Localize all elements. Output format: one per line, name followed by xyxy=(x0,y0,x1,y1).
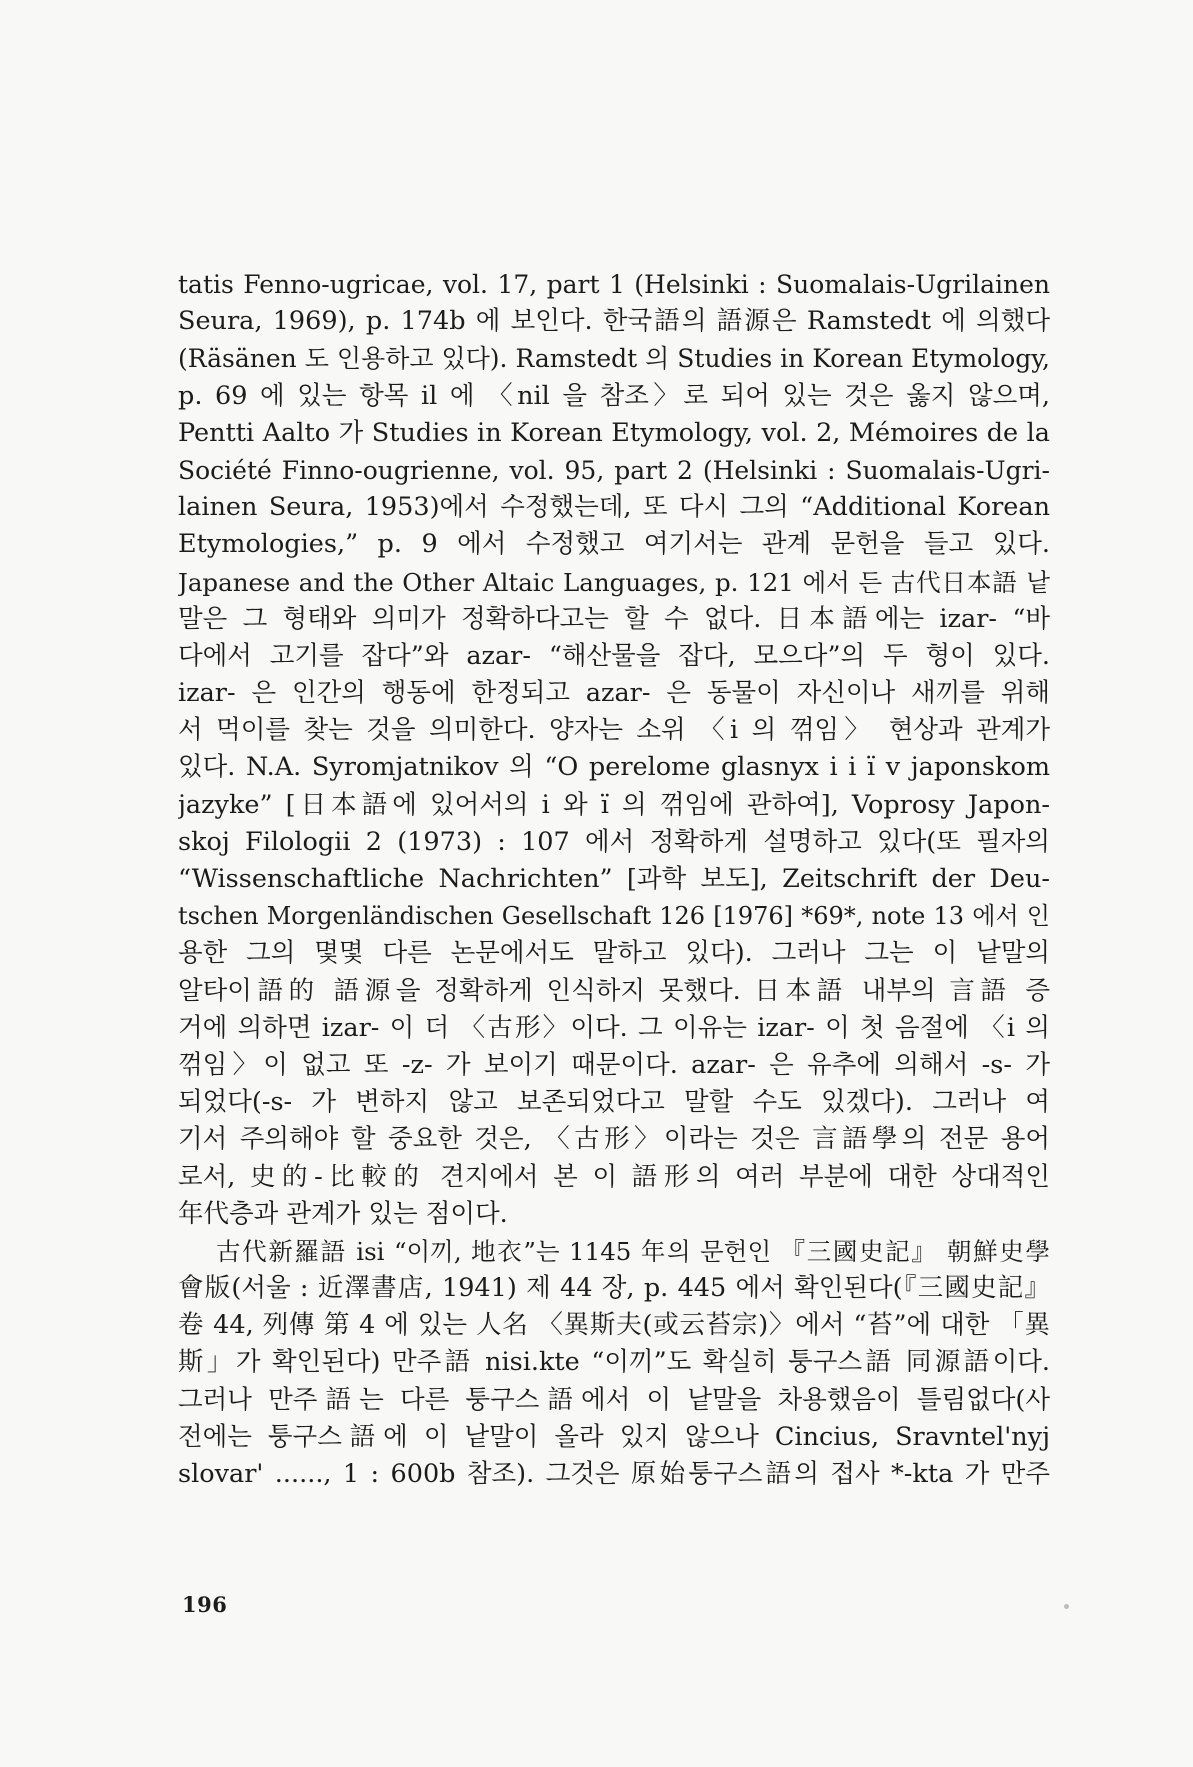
text-line: 로서, 史的-比較的 견지에서 본 이 語形의 여러 부분에 대한 상대적인 xyxy=(178,1161,1050,1192)
text-line: Japanese and the Other Altaic Languages, p. 121 에서 든 古代日本語 낱 xyxy=(178,567,1050,597)
text-line: Seura, 1969), p. 174b 에 보인다. 한국語의 語源은 Ramstedt 에 의했다 xyxy=(178,306,1050,337)
text-line: (Räsänen 도 인용하고 있다). Ramstedt 의 Studies in Korean Etymology, xyxy=(178,344,1050,374)
text-line: lainen Seura, 1953)에서 수정했는데, 또 다시 그의 “Additional Korean xyxy=(178,492,1050,523)
text-line: tschen Morgenländischen Gesellschaft 126 [1976] *69*, note 13 에서 인 xyxy=(178,902,1050,931)
text-line: 기서 주의해야 할 중요한 것은, 〈古形〉이라는 것은 言語學의 전문 용어 xyxy=(178,1124,1050,1155)
text-line: Etymologies,” p. 9 에서 수정했고 여기서는 관계 문헌을 들고 있다. xyxy=(178,529,1050,560)
text-line: 용한 그의 몇몇 다른 논문에서도 말하고 있다). 그러나 그는 이 낱말의 xyxy=(178,938,1050,969)
text-line: 서 먹이를 찾는 것을 의미한다. 양자는 소위 〈i 의 꺾임〉 현상과 관계가 xyxy=(178,715,1050,746)
text-line: tatis Fenno-ugricae, vol. 17, part 1 (Helsinki : Suomalais-Ugrilainen xyxy=(178,270,1050,299)
text-line: 거에 의하면 izar- 이 더 〈古形〉이다. 그 이유는 izar- 이 첫 음절에 〈i 의 xyxy=(178,1012,1050,1043)
text-line: jazyke” [日本語에 있어서의 i 와 ï 의 꺾임에 관하여], Voprosy Japon- xyxy=(178,789,1050,820)
text-line: Société Finno-ougrienne, vol. 95, part 2 (Helsinki : Suomalais-Ugri- xyxy=(178,455,1050,485)
text-line: skoj Filologii 2 (1973) : 107 에서 정확하게 설명하고 있다(또 필자의 xyxy=(178,826,1050,857)
text-line: 다에서 고기를 잡다”와 azar- “해산물을 잡다, 모으다”의 두 형이 있다. xyxy=(178,640,1050,671)
text-line: 卷 44, 列傳 第 4 에 있는 人名 〈異斯夫(或云苔宗)〉에서 “苔”에 대한 「異 xyxy=(178,1310,1050,1341)
text-line: izar- 은 인간의 행동에 한정되고 azar- 은 동물이 자신이나 새끼를 위해 xyxy=(178,678,1050,709)
text-line: 會版(서울 : 近澤書店, 1941) 제 44 장, p. 445 에서 확인된다(『三國史記』 xyxy=(178,1273,1050,1304)
page-number: 196 xyxy=(182,1592,228,1617)
text-line: 말은 그 형태와 의미가 정확하다고는 할 수 없다. 日本語에는 izar- “바 xyxy=(178,603,1050,634)
text-line: 되었다(-s- 가 변하지 않고 보존되었다고 말할 수도 있겠다). 그러나 여 xyxy=(178,1087,1050,1118)
text-line: “Wissenschaftliche Nachrichten” [과학 보도], Zeitschrift der Deu- xyxy=(178,864,1050,894)
text-line: 꺾임〉이 없고 또 -z- 가 보이기 때문이다. azar- 은 유추에 의해서 -s- 가 xyxy=(178,1049,1050,1080)
text-line: 斯」가 확인된다) 만주語 nisi.kte “이끼”도 확실히 퉁구스語 同源語이다. xyxy=(178,1347,1050,1378)
text-line: 있다. N.A. Syromjatnikov 의 “O perelome glasnyx i i ï v japonskom xyxy=(178,752,1050,783)
text-line: 그러나 만주語는 다른 퉁구스語에서 이 낱말을 차용했음이 틀림없다(사 xyxy=(178,1384,1050,1415)
text-line: Pentti Aalto 가 Studies in Korean Etymology, vol. 2, Mémoires de la xyxy=(178,417,1050,448)
text-line: 알타이語的 語源을 정확하게 인식하지 못했다. 日本語 내부의 言語 증 xyxy=(178,975,1050,1006)
text-line: slovar' ......, 1 : 600b 참조). 그것은 原始퉁구스語의 접사 *-kta 가 만주 xyxy=(178,1459,1050,1489)
paragraph-start-line: 古代新羅語 isi “이끼, 地衣”는 1145 年의 문헌인 『三國史記』 朝鮮史學 xyxy=(216,1236,1050,1266)
body-text xyxy=(178,266,1050,1493)
text-line: 전에는 퉁구스語에 이 낱말이 올라 있지 않으나 Cincius, Sravntel'nyj xyxy=(178,1421,1050,1452)
scan-speck xyxy=(1064,1604,1069,1609)
text-line: p. 69 에 있는 항목 il 에 〈nil 을 참조〉로 되어 있는 것은 옳지 않으며, xyxy=(178,380,1050,411)
paragraph-end-line: 年代층과 관계가 있는 점이다. xyxy=(178,1198,508,1229)
